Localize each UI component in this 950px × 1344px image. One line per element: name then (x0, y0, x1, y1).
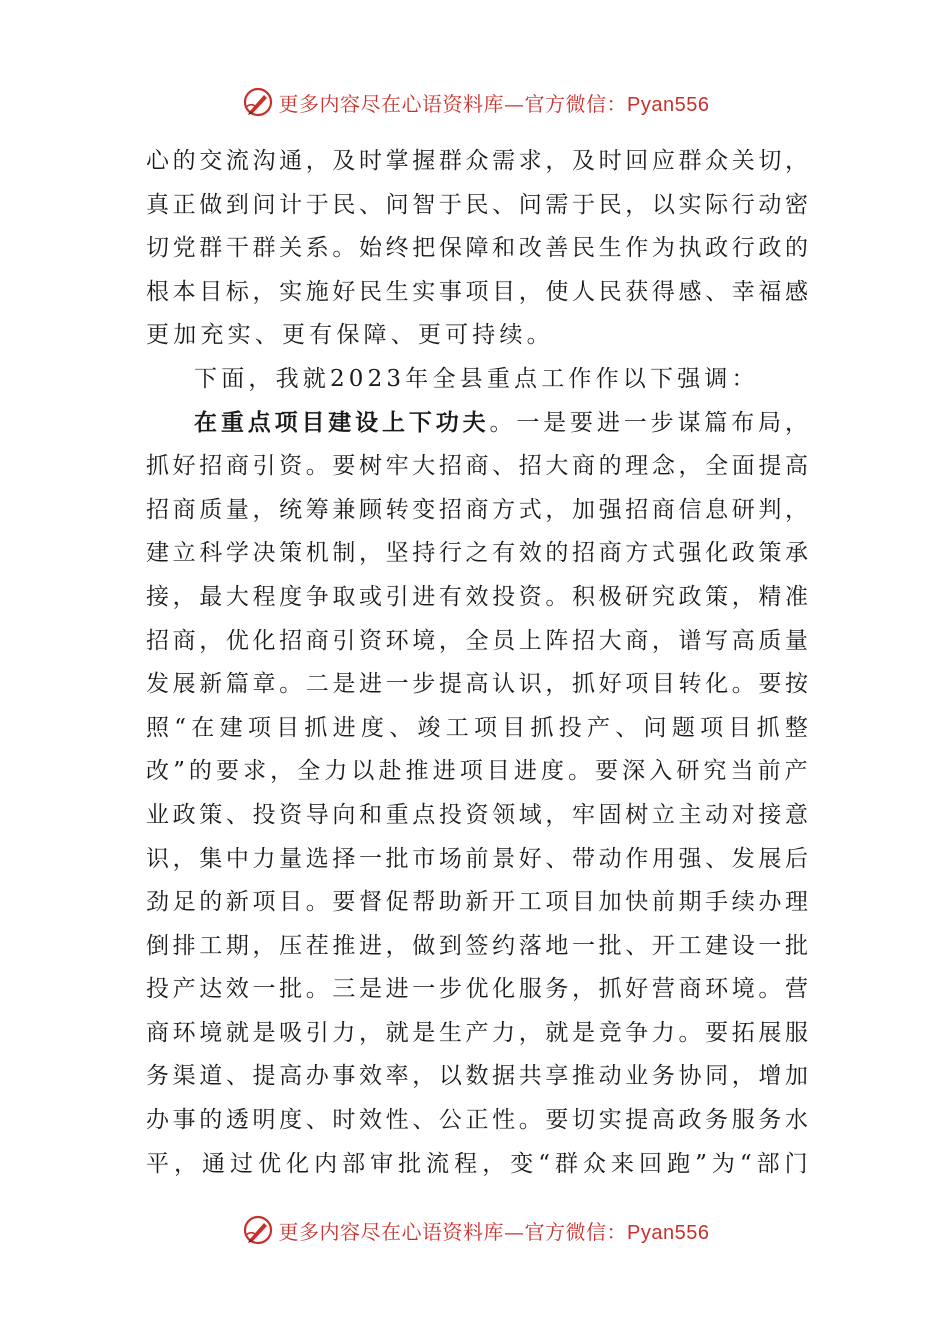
text-line: 务 渠 道 、 提 高 办 事 效 率 ， 以 数 据 共 享 推 动 业 务 协 同 ， 增 加 (146, 1063, 808, 1090)
text-line: 更 加 充 实 、 更 有 保 障 、 更 可 持 续 。 (146, 322, 550, 349)
header-watermark-banner (0, 82, 950, 122)
text-line: 接 ， 最 大 程 度 争 取 或 引 进 有 效 投 资 。 积 极 研 究 政 策 ， 精 准 (146, 583, 808, 610)
footer-watermark-text: 更多内容尽在心语资料库—官方微信：Pyan556 (278, 1219, 710, 1244)
text-line: 识 ， 集 中 力 量 选 择 一 批 市 场 前 景 好 、 带 动 作 用 强 、 发 展 后 (146, 845, 808, 872)
text-line: 真 正 做 到 问 计 于 民 、 问 智 于 民 、 问 需 于 民 ， 以 实 际 行 动 密 (146, 191, 808, 218)
paragraph-3 (146, 402, 808, 1187)
text-line: 抓 好 招 商 引 资 。 要 树 牢 大 招 商 、 招 大 商 的 理 念 ， 全 面 提 高 (146, 453, 808, 480)
document-body (146, 140, 808, 1186)
text-line: 办 事 的 透 明 度 、 时 效 性 、 公 正 性 。 要 切 实 提 高 政 务 服 务 水 (146, 1107, 808, 1134)
pen-logo-icon (241, 1213, 275, 1247)
text-line: 倒 排 工 期 ， 压 茬 推 进 ， 做 到 签 约 落 地 一 批 、 开 工 建 设 一 批 (146, 932, 808, 959)
text-line: 在 重 点 项 目 建 设 上 下 功 夫 。 一 是 要 进 一 步 谋 篇 布 局 ， (194, 409, 808, 436)
text-line: 下 面 ， 我 就 2 0 2 3 年 全 县 重 点 工 作 作 以 下 强 调 ： (194, 365, 755, 392)
text-line: 投 产 达 效 一 批 。 三 是 进 一 步 优 化 服 务 ， 抓 好 营 商 环 境 。 营 (146, 976, 808, 1003)
text-line: 商 环 境 就 是 吸 引 力 ， 就 是 生 产 力 ， 就 是 竞 争 力 。 要 拓 展 服 (146, 1019, 808, 1046)
paragraph-1 (146, 140, 808, 358)
pen-logo-icon (241, 85, 275, 119)
text-line: 照 “ 在 建 项 目 抓 进 度 、 竣 工 项 目 抓 投 产 、 问 题 项 目 抓 整 (146, 714, 808, 741)
text-line: 改 ” 的 要 求 ， 全 力 以 赴 推 进 项 目 进 度 。 要 深 入 研 究 当 前 产 (146, 758, 808, 785)
text-line: 切 党 群 干 群 关 系 。 始 终 把 保 障 和 改 善 民 生 作 为 执 政 行 政 的 (146, 235, 808, 262)
text-line: 根 本 目 标 ， 实 施 好 民 生 实 事 项 目 ， 使 人 民 获 得 感 、 幸 福 感 (146, 278, 808, 305)
text-line: 劲 足 的 新 项 目 。 要 督 促 帮 助 新 开 工 项 目 加 快 前 期 手 续 办 理 (146, 889, 808, 916)
text-line: 建 立 科 学 决 策 机 制 ， 坚 持 行 之 有 效 的 招 商 方 式 强 化 政 策 承 (146, 540, 808, 567)
text-line: 心 的 交 流 沟 通 ， 及 时 掌 握 群 众 需 求 ， 及 时 回 应 群 众 关 切 ， (146, 148, 808, 174)
header-watermark-text: 更多内容尽在心语资料库—官方微信：Pyan556 (278, 91, 710, 116)
footer-watermark-banner (0, 1210, 950, 1250)
text-line: 平 ， 通 过 优 化 内 部 审 批 流 程 ， 变 “ 群 众 来 回 跑 ” 为 “ 部 门 (146, 1150, 808, 1177)
paragraph-2 (146, 358, 808, 402)
text-line: 业 政 策 、 投 资 导 向 和 重 点 投 资 领 域 ， 牢 固 树 立 主 动 对 接 意 (146, 801, 808, 828)
text-line: 招 商 质 量 ， 统 筹 兼 顾 转 变 招 商 方 式 ， 加 强 招 商 信 息 研 判 ， (146, 496, 808, 523)
text-line: 招 商 ， 优 化 招 商 引 资 环 境 ， 全 员 上 阵 招 大 商 ， 谱 写 高 质 量 (146, 627, 808, 654)
text-line: 发 展 新 篇 章 。 二 是 进 一 步 提 高 认 识 ， 抓 好 项 目 转 化 。 要 按 (146, 671, 808, 698)
